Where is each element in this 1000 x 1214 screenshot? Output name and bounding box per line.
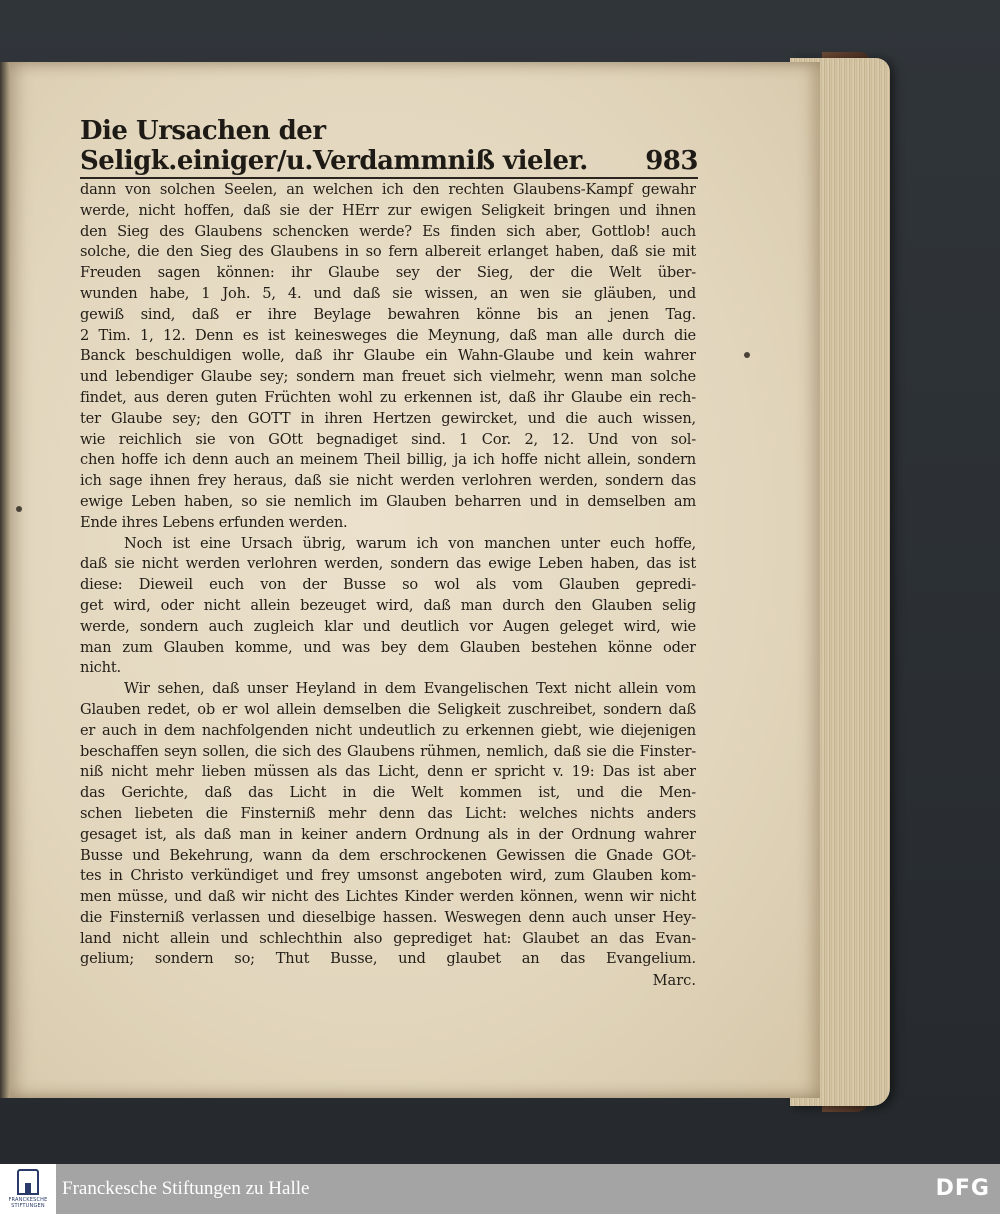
text-line: gesaget ist, als daß man in keiner andern Ordnung als in der Ordnung wahrer <box>80 825 696 843</box>
building-icon <box>17 1169 39 1195</box>
text-line: das Gerichte, daß das Licht in die Welt kommen ist, und die Men- <box>80 784 696 802</box>
text-line: werde, sondern auch zugleich klar und deutlich vor Augen geleget wird, wie <box>80 617 696 635</box>
text-line: Noch ist eine Ursach übrig, warum ich von manchen unter euch hoffe, <box>124 534 696 552</box>
text-line: wunden habe, 1 Joh. 5, 4. und daß sie wissen, an wen sie gläuben, und <box>80 284 696 302</box>
text-line: 2 Tim. 1, 12. Denn es ist keinesweges die Meynung, daß man alle durch die <box>80 326 696 344</box>
text-line: men müsse, und daß wir nicht des Lichtes Kinder werden können, wenn wir nicht <box>80 888 696 906</box>
text-line: Freuden sagen können: ihr Glaube sey der Sieg, der die Welt über- <box>80 264 696 282</box>
text-line: Glauben redet, ob er wol allein demselben die Seligkeit zuschreibet, sondern daß <box>80 700 696 718</box>
text-line: dann von solchen Seelen, an welchen ich den rechten Glaubens-Kampf gewahr <box>80 181 696 198</box>
text-line: er auch in dem nachfolgenden nicht undeutlich zu erkennen giebt, wie diejenigen <box>80 721 696 739</box>
text-line: beschaffen seyn sollen, die sich des Glaubens rühmen, nemlich, daß sie die Finster- <box>80 742 696 760</box>
body-text <box>80 180 696 970</box>
text-line: wie reichlich sie von GOtt begnadiget sind. 1 Cor. 2, 12. Und von sol- <box>80 430 696 448</box>
text-line: nicht. <box>80 659 121 677</box>
text-line: findet, aus deren guten Früchten wohl zu erkennen ist, daß ihr Glaube ein rech- <box>80 388 696 406</box>
text-line: diese: Dieweil euch von der Busse so wol als vom Glauben gepredi- <box>80 576 696 594</box>
text-line: ter Glaube sey; den GOTT in ihren Hertzen gewircket, und die auch wissen, <box>80 409 696 427</box>
text-line: daß sie nicht werden verlohren werden, sondern das ewige Leben haben, das ist <box>80 555 696 573</box>
text-line: get wird, oder nicht allein bezeuget wird, daß man durch den Glauben selig <box>80 596 696 614</box>
text-line: Banck beschuldigen wolle, daß ihr Glaube ein Wahn-Glaube und kein wahrer <box>80 347 696 365</box>
footer-title[interactable]: Franckesche Stiftungen zu Halle <box>62 1178 310 1199</box>
gutter-shadow <box>0 62 10 1098</box>
text-line: schen liebeten die Finsterniß mehr denn das Licht: welches nichts anders <box>80 804 696 822</box>
text-line: die Finsterniß verlassen und dieselbige hassen. Weswegen denn auch unser Hey- <box>80 908 696 926</box>
ink-spot <box>16 506 22 512</box>
text-line: niß nicht mehr lieben müssen als das Licht, denn er spricht v. 19: Das ist aber <box>80 763 696 781</box>
text-line: tes in Christo verkündiget und frey umsonst angeboten wird, zum Glauben kom- <box>80 867 696 885</box>
institution-logo[interactable] <box>0 1164 56 1214</box>
text-line: Wir sehen, daß unser Heyland in dem Evangelischen Text nicht allein vom <box>124 680 696 698</box>
text-line: chen hoffe ich denn auch an meinem Theil billig, ja ich hoffe nicht allein, sondern <box>80 451 696 469</box>
text-line: gelium; sondern so; Thut Busse, und glaubet an das Evangelium. <box>80 950 696 968</box>
catchword: Marc. <box>652 972 696 989</box>
text-line: land nicht allein und schlechthin also geprediget hat: Glaubet an das Evan- <box>80 929 696 947</box>
text-line: und lebendiger Glaube sey; sondern man freuet sich vielmehr, wenn man solche <box>80 368 696 386</box>
text-line: den Sieg des Glaubens schencken werde? Es finden sich aber, Gottlob! auch <box>80 222 696 240</box>
text-line: Ende ihres Lebens erfunden werden. <box>80 513 348 531</box>
page-number: 983 <box>645 146 698 176</box>
ink-spot <box>744 352 750 358</box>
logo-text: FRANCKESCHE STIFTUNGEN <box>8 1197 48 1209</box>
text-line: werde, nicht hoffen, daß sie der HErr zur ewigen Seligkeit bringen und ihnen <box>80 201 696 219</box>
footer-bar <box>0 1164 1000 1214</box>
text-line: ich sage ihnen frey heraus, daß sie nicht werden verlohren werden, sondern das <box>80 472 696 490</box>
running-head <box>80 116 698 176</box>
dfg-logo[interactable]: DFG <box>935 1176 990 1201</box>
text-line: Busse und Bekehrung, wann da dem erschrockenen Gewissen die Gnade GOt- <box>80 846 696 864</box>
text-line: man zum Glauben komme, und was bey dem Glauben bestehen könne oder <box>80 638 696 656</box>
text-line: solche, die den Sieg des Glaubens in so fern albereit erlanget haben, daß sie mit <box>80 243 696 261</box>
text-line: ewige Leben haben, so sie nemlich im Glauben beharren und in demselben am <box>80 492 696 510</box>
text-line: gewiß sind, daß er ihre Beylage bewahren könne bis an jenen Tag. <box>80 305 696 323</box>
header-rule <box>80 177 698 179</box>
running-head-title: Die Ursachen der Seligk.einiger/u.Verdammniß vieler. <box>80 116 588 176</box>
